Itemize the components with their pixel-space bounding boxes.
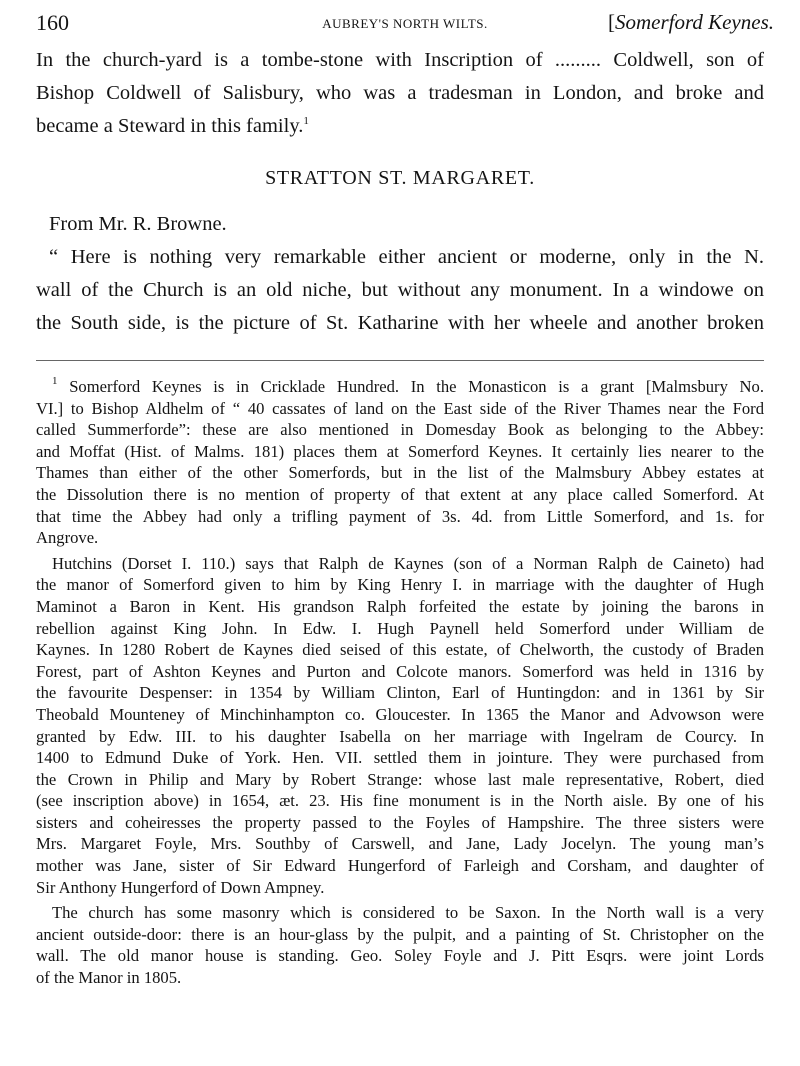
page-number: 160 <box>36 10 69 35</box>
quote-line: wall of the Church is an old niche, but without any monument. In a windowe on <box>36 279 764 301</box>
footnotes <box>36 376 764 989</box>
footnote-line: (see inscription above) in 1654, æt. 23. His fine monument is in the North aisle. By one of his <box>36 791 764 811</box>
footnote-line: mother was Jane, sister of Sir Edward Hungerford of Farleigh and Corsham, and daughter of <box>36 856 764 876</box>
footnote-mark: 1 <box>52 375 58 387</box>
footnote-line: the favourite Despenser: in 1354 by William Clinton, Earl of Huntingdon: and in 1361 by Sir <box>36 683 764 703</box>
intro-line-last <box>36 110 764 143</box>
footnote-line <box>36 376 764 398</box>
footnote-line: Mrs. Margaret Foyle, Mrs. Southby of Carswell, and Jane, Lady Jocelyn. The young man’s <box>36 834 764 854</box>
footnote-line: the Dissolution there is no mention of property of that extent at any place called Somerford. At <box>36 484 764 504</box>
footnote-line: Angrove. <box>36 528 99 548</box>
intro-line: In the church-yard is a tombe-stone with Inscription of ......... Coldwell, son of <box>36 49 764 71</box>
footnote-line: Maminot a Baron in Kent. His grandson Ralph forfeited the estate by joining the barons in <box>36 596 764 616</box>
footnote-reference: 1 <box>303 115 309 127</box>
footnote-line: granted by Edw. III. to his daughter Isabella on her marriage with Ingelram de Courcy. In <box>36 726 764 746</box>
quote-line: the South side, is the picture of St. Katharine with her wheele and another broken <box>36 312 764 334</box>
running-header <box>36 10 774 36</box>
footnote-line: that time the Abbey had only a trifling payment of 3s. 4d. from Little Somerford, and 1s. for <box>36 506 764 526</box>
footnote-line: ancient outside-door: there is an hour-glass by the pulpit, and a painting of St. Christopher on the <box>36 924 764 944</box>
quote-line: “ Here is nothing very remarkable either ancient or moderne, only in the N. <box>49 246 764 268</box>
footnote-line: Thames than either of the other Somerfords, but in the list of the Malmsbury Abbey estates at <box>36 463 764 483</box>
intro-line: Bishop Coldwell of Salisbury, who was a tradesman in London, and broke and <box>36 82 764 104</box>
footnote-line: VI.] to Bishop Aldhelm of “ 40 cassates of land on the East side of the River Thames near the Ford <box>36 398 764 418</box>
section-bracket: [ <box>607 10 615 34</box>
footnote-text: Somerford Keynes is in Cricklade Hundred. In the Monasticon is a grant [Malmsbury No. <box>69 377 764 396</box>
section-heading <box>608 10 774 35</box>
footnote-line: 1400 to Edmund Duke of York. Hen. VII. settled them in jointure. They were purchased from <box>36 748 764 768</box>
main-text <box>36 44 764 340</box>
footnote-line: rebellion against King John. In Edw. I. Hugh Paynell held Somerford under William de <box>36 618 764 638</box>
footnote-line: the Crown in Philip and Mary by Robert Strange: whose last male representative, Robert, died <box>36 769 764 789</box>
footnote-line: and Moffat (Hist. of Malms. 181) places them at Somerford Keynes. It certainly lies nearer to the <box>36 441 764 461</box>
footnote-line: Hutchins (Dorset I. 110.) says that Ralph de Kaynes (son of a Norman Ralph de Caineto) had <box>52 553 764 573</box>
intro-text: became a Steward in this family. <box>36 115 304 137</box>
section-name: Somerford Keynes. <box>614 10 774 34</box>
footnote-line: sisters and coheiresses the property passed to the Foyles of Hampshire. The three sisters were <box>36 812 764 832</box>
footnote-line: wall. The old manor house is standing. Geo. Soley Foyle and J. Pitt Esqrs. were joint Lords <box>36 946 764 966</box>
footnote-line: Sir Anthony Hungerford of Down Ampney. <box>36 877 325 897</box>
footnote-line: Forest, part of Ashton Keynes and Purton and Colcote manors. Somerford was held in 1316 by <box>36 661 764 681</box>
footnote-line: Theobald Mounteney of Minchinhampton co. Gloucester. In 1365 the Manor and Advowson were <box>36 704 764 724</box>
footnote-line: Kaynes. In 1280 Robert de Kaynes died seised of this estate, of Chelworth, the custody of Braden <box>36 640 764 660</box>
footnote-line: of the Manor in 1805. <box>36 968 182 988</box>
chapter-title: STRATTON ST. MARGARET. <box>265 167 535 189</box>
footnote-line: The church has some masonry which is considered to be Saxon. In the North wall is a very <box>52 903 764 923</box>
footnote-line: the manor of Somerford given to him by King Henry I. in marriage with the daughter of Hugh <box>36 575 764 595</box>
footnote-line: called Summerforde”: these are also mentioned in Domesday Book as belonging to the Abbey: <box>36 420 764 440</box>
footnote-divider <box>36 360 764 361</box>
source-line: From Mr. R. Browne. <box>49 213 227 235</box>
running-title: AUBREY'S NORTH WILTS. <box>322 16 488 31</box>
